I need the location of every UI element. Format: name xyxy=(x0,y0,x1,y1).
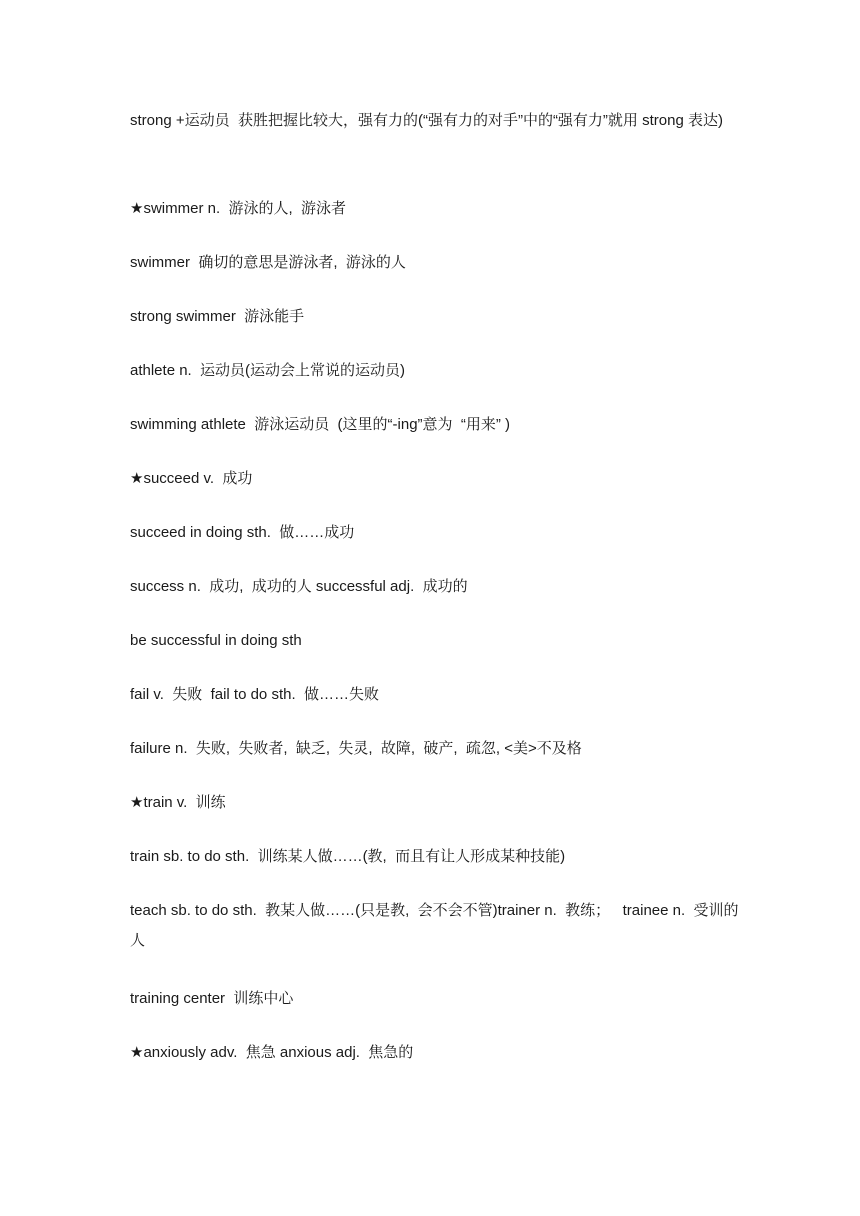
text-line: ★succeed v. 成功 xyxy=(130,470,253,487)
text-line: teach sb. to do sth. 教某人做……(只是教, 会不会不管)trainer n. 教练； trainee n. 受训的人 xyxy=(130,902,739,949)
text-line: ★anxiously adv. 焦急 anxious adj. 焦急的 xyxy=(130,1044,414,1061)
text-line: swimmer 确切的意思是游泳者, 游泳的人 xyxy=(130,254,406,271)
text-line: fail v. 失败 fail to do sth. 做……失败 xyxy=(130,686,379,703)
text-line: training center 训练中心 xyxy=(130,990,294,1007)
text-line: success n. 成功, 成功的人 successful adj. 成功的 xyxy=(130,578,468,595)
text-line: strong swimmer 游泳能手 xyxy=(130,308,305,325)
text-line: strong +运动员 获胜把握比较大，强有力的(“强有力的对手”中的“强有力”就用 strong 表达) xyxy=(130,112,723,129)
text-line: athlete n. 运动员(运动会上常说的运动员) xyxy=(130,362,406,379)
text-line: ★swimmer n. 游泳的人, 游泳者 xyxy=(130,200,346,217)
text-line: succeed in doing sth. 做……成功 xyxy=(130,524,355,541)
text-line: train sb. to do sth. 训练某人做……(教, 而且有让人形成某种技能) xyxy=(130,848,566,865)
text-line: ★train v. 训练 xyxy=(130,794,226,811)
text-line: be successful in doing sth xyxy=(130,632,302,649)
text-line: swimming athlete 游泳运动员 (这里的“-ing”意为 “用来” ) xyxy=(130,416,511,433)
text-line: failure n. 失败, 失败者, 缺乏, 失灵, 故障, 破产, 疏忽, <美>不及格 xyxy=(130,740,582,757)
